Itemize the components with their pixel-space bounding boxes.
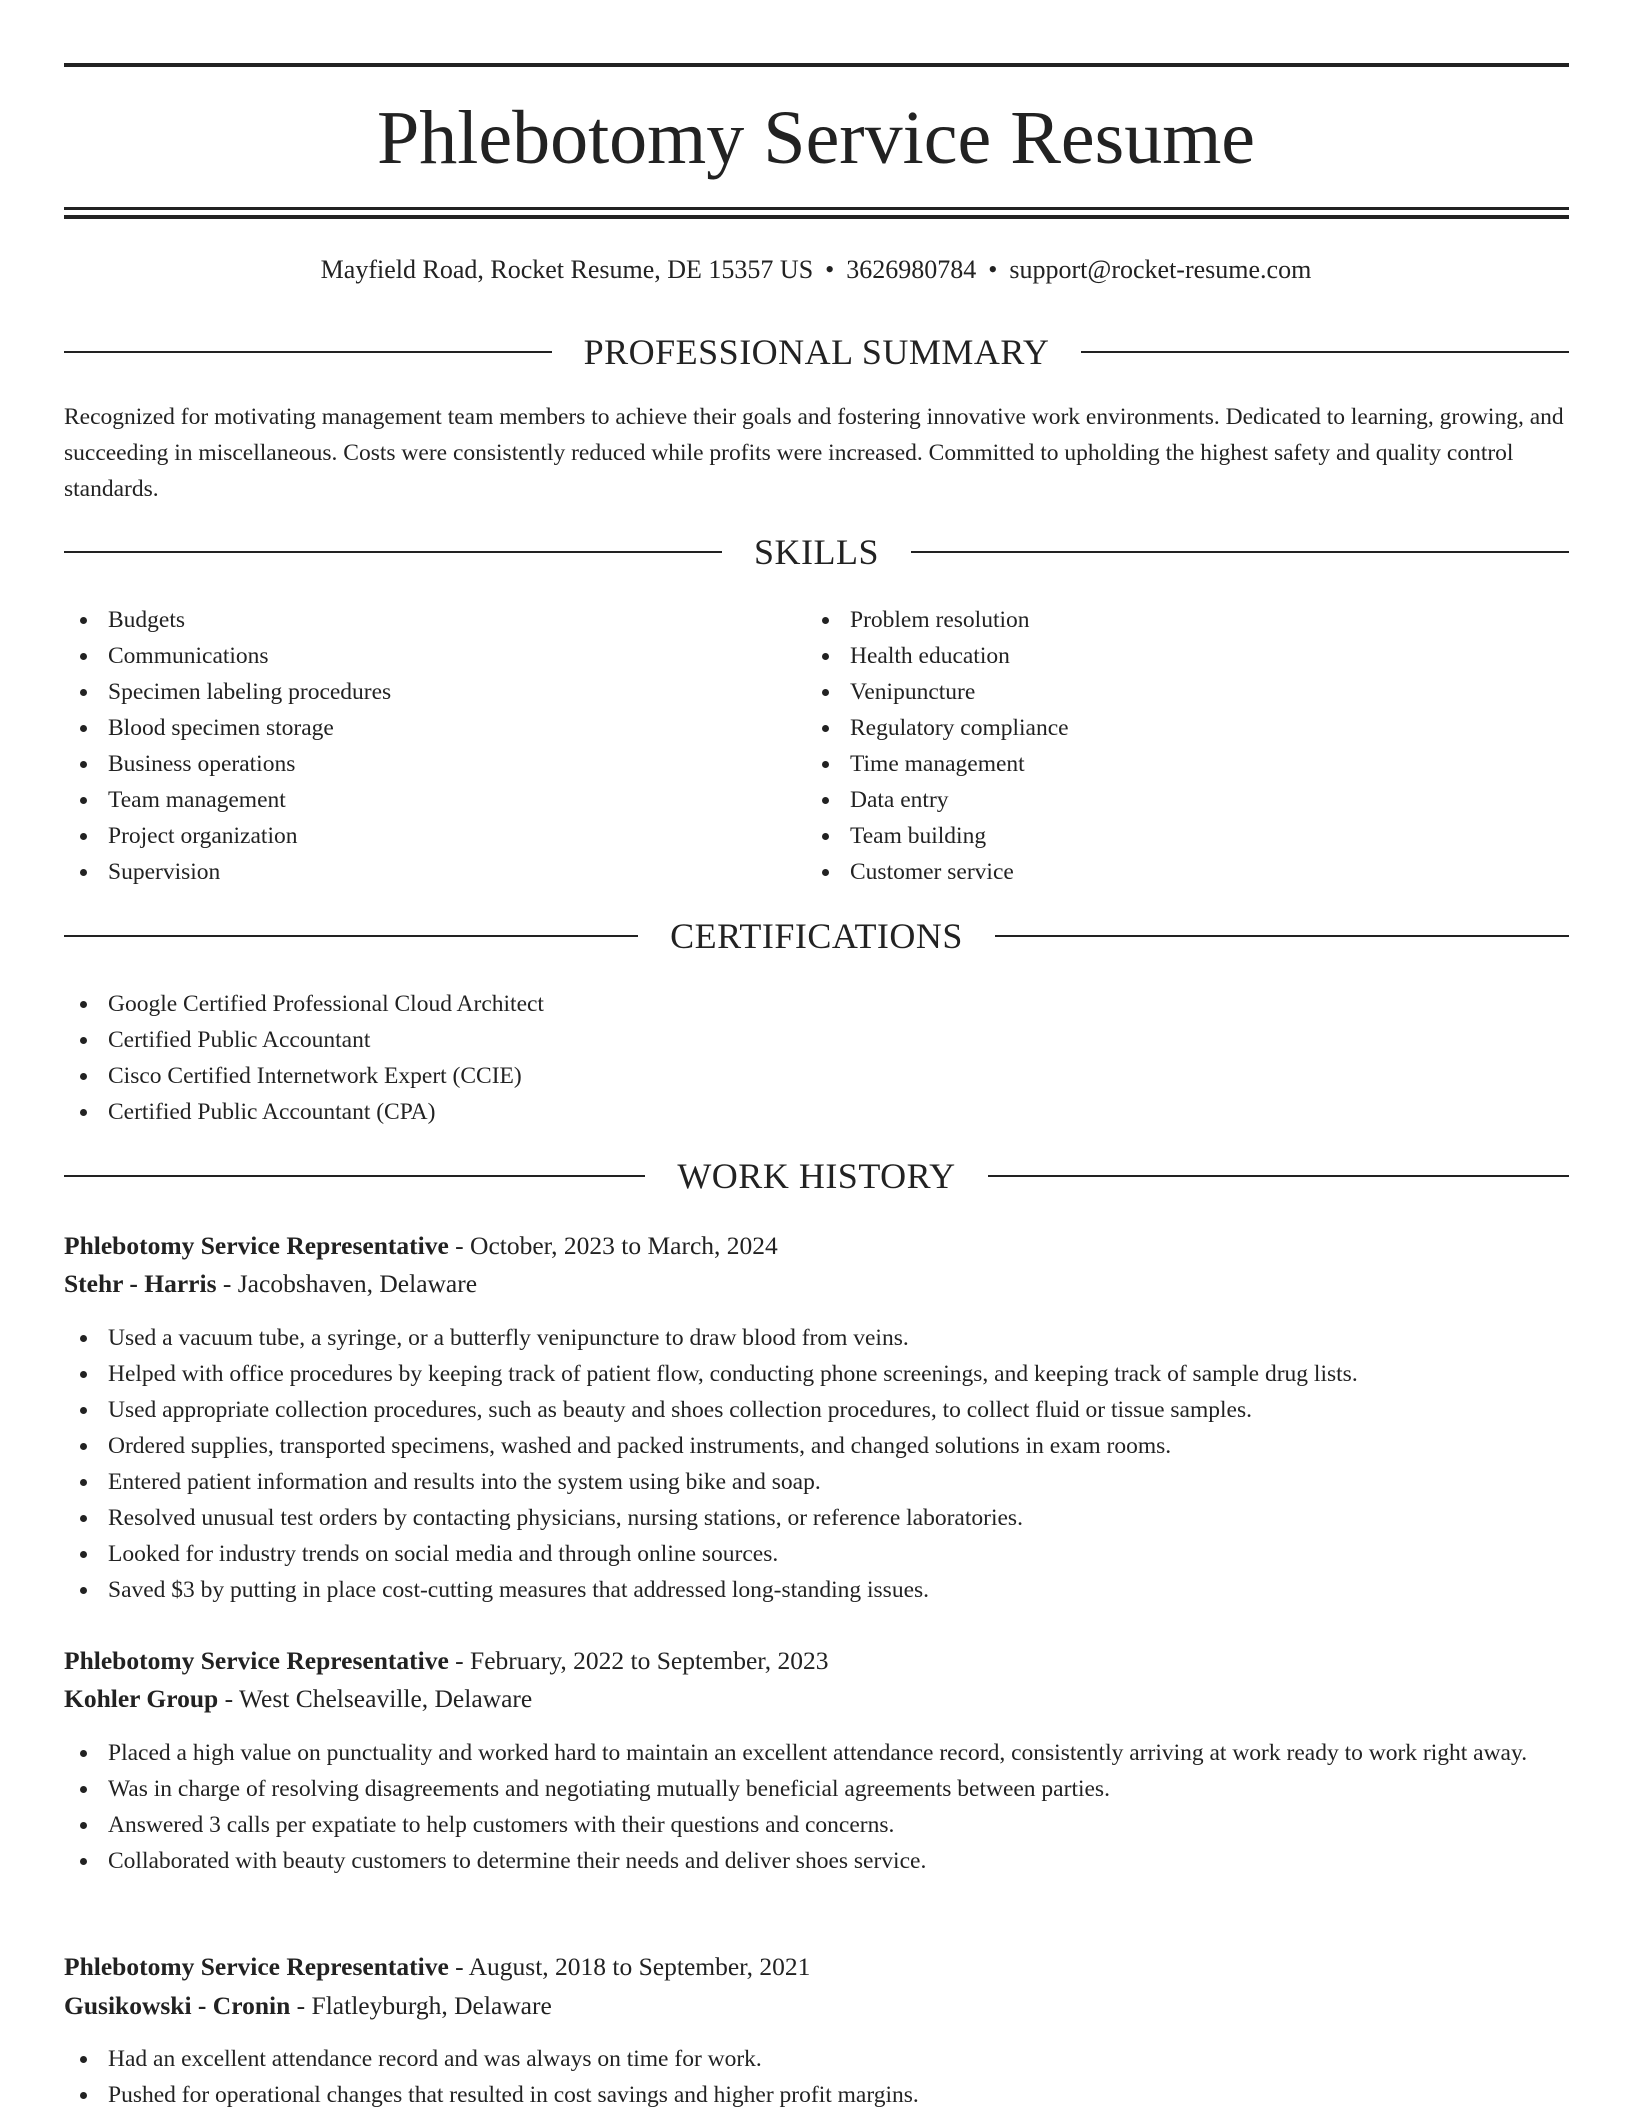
section-heading-skills — [64, 530, 1569, 574]
job-title: Phlebotomy Service Representative — [64, 1646, 449, 1675]
skill-item: Communications — [64, 638, 804, 674]
job-title-line — [64, 1642, 1569, 1680]
contact-line — [0, 252, 1632, 288]
job-company-line — [64, 1265, 1569, 1303]
job-bullet: Used a vacuum tube, a syringe, or a butterfly venipuncture to draw blood from veins. — [64, 1320, 1569, 1356]
skill-item: Regulatory compliance — [806, 710, 1566, 746]
job-company: Kohler Group — [64, 1684, 219, 1713]
skill-item: Budgets — [64, 602, 804, 638]
certification-item: Certified Public Accountant — [64, 1022, 1569, 1058]
summary-text: Recognized for motivating management team members to achieve their goals and fostering innovative work environments. Dedicated to learning, growing, and succeeding in miscellaneous. Costs were consistently reduced while profits were increased. Committed to upholding the highest safety and quality control standards. — [64, 404, 1564, 502]
section-heading-work-history — [64, 1154, 1569, 1198]
skill-item: Time management — [806, 746, 1566, 782]
section-heading-summary — [64, 330, 1569, 374]
section-title: CERTIFICATIONS — [670, 916, 963, 956]
job-dates: - October, 2023 to March, 2024 — [448, 1231, 778, 1260]
resume-title: Phlebotomy Service Resume — [376, 96, 1256, 180]
job-bullet: Placed a high value on punctuality and worked hard to maintain an excellent attendance record, consistently arriving at work ready to work right away. — [64, 1735, 1569, 1771]
certification-item: Google Certified Professional Cloud Architect — [64, 986, 1569, 1022]
certification-item: Certified Public Accountant (CPA) — [64, 1094, 1569, 1130]
section-title: PROFESSIONAL SUMMARY — [583, 332, 1050, 372]
heading-rule-right — [1081, 351, 1569, 353]
skills-list-right — [806, 602, 1566, 890]
header-bottom-rule-thick — [64, 215, 1569, 219]
job-company: Gusikowski - Cronin — [64, 1991, 291, 2020]
skill-item: Venipuncture — [806, 674, 1566, 710]
section-title: WORK HISTORY — [677, 1156, 956, 1196]
job-location: - Jacobshaven, Delaware — [216, 1269, 478, 1298]
job-company-line — [64, 1987, 1569, 2025]
heading-rule-left — [64, 1175, 645, 1177]
section-title: SKILLS — [754, 532, 880, 572]
job-bullet-list — [64, 2041, 1569, 2113]
skill-item: Project organization — [64, 818, 804, 854]
job-bullet: Entered patient information and results into the system using bike and soap. — [64, 1464, 1569, 1500]
job-bullet: Helped with office procedures by keeping track of patient flow, conducting phone screenings, and keeping track of sample drug lists. — [64, 1356, 1569, 1392]
job-bullet-list — [64, 1320, 1569, 1608]
contact-address: Mayfield Road, Rocket Resume, DE 15357 US — [320, 255, 814, 284]
skill-item: Team building — [806, 818, 1566, 854]
job-dates: - August, 2018 to September, 2021 — [448, 1952, 811, 1981]
job-title: Phlebotomy Service Representative — [64, 1231, 449, 1260]
skill-item: Health education — [806, 638, 1566, 674]
job-location: - West Chelseaville, Delaware — [218, 1684, 533, 1713]
job-bullet: Ordered supplies, transported specimens, washed and packed instruments, and changed solutions in exam rooms. — [64, 1428, 1569, 1464]
job-title-line — [64, 1948, 1569, 1986]
certifications-list — [64, 986, 1569, 1130]
job-bullet: Used appropriate collection procedures, such as beauty and shoes collection procedures, to collect fluid or tissue samples. — [64, 1392, 1569, 1428]
skill-item: Problem resolution — [806, 602, 1566, 638]
certification-item: Cisco Certified Internetwork Expert (CCIE) — [64, 1058, 1569, 1094]
heading-rule-left — [64, 935, 638, 937]
job-dates: - February, 2022 to September, 2023 — [448, 1646, 829, 1675]
job-bullet: Was in charge of resolving disagreements and negotiating mutually beneficial agreements between parties. — [64, 1771, 1569, 1807]
skill-item: Data entry — [806, 782, 1566, 818]
skill-item: Business operations — [64, 746, 804, 782]
job-bullet: Saved $3 by putting in place cost-cutting measures that addressed long-standing issues. — [64, 1572, 1569, 1608]
contact-separator: • — [825, 255, 835, 284]
job-bullet: Collaborated with beauty customers to determine their needs and deliver shoes service. — [64, 1843, 1569, 1879]
heading-rule-left — [64, 551, 722, 553]
job-bullet: Pushed for operational changes that resulted in cost savings and higher profit margins. — [64, 2077, 1569, 2113]
job-bullet: Looked for industry trends on social media and through online sources. — [64, 1536, 1569, 1572]
contact-phone: 3626980784 — [846, 255, 977, 284]
job-title-line — [64, 1227, 1569, 1265]
job-company: Stehr - Harris — [64, 1269, 217, 1298]
heading-rule-right — [995, 935, 1569, 937]
header-bottom-rule — [64, 207, 1569, 210]
contact-separator: • — [988, 255, 998, 284]
skill-item: Specimen labeling procedures — [64, 674, 804, 710]
contact-email: support@rocket-resume.com — [1009, 255, 1312, 284]
heading-rule-right — [911, 551, 1569, 553]
section-heading-certifications — [64, 914, 1569, 958]
job-company-line — [64, 1680, 1569, 1718]
skill-item: Customer service — [806, 854, 1566, 890]
skill-item: Supervision — [64, 854, 804, 890]
skills-list-left — [64, 602, 804, 890]
heading-rule-right — [988, 1175, 1569, 1177]
job-bullet: Resolved unusual test orders by contacting physicians, nursing stations, or reference laboratories. — [64, 1500, 1569, 1536]
heading-rule-left — [64, 351, 552, 353]
job-bullet-list — [64, 1735, 1569, 1879]
skill-item: Blood specimen storage — [64, 710, 804, 746]
header-top-rule — [64, 63, 1569, 67]
job-bullet: Answered 3 calls per expatiate to help customers with their questions and concerns. — [64, 1807, 1569, 1843]
job-location: - Flatleyburgh, Delaware — [290, 1991, 552, 2020]
job-title: Phlebotomy Service Representative — [64, 1952, 449, 1981]
skill-item: Team management — [64, 782, 804, 818]
job-bullet: Had an excellent attendance record and was always on time for work. — [64, 2041, 1569, 2077]
